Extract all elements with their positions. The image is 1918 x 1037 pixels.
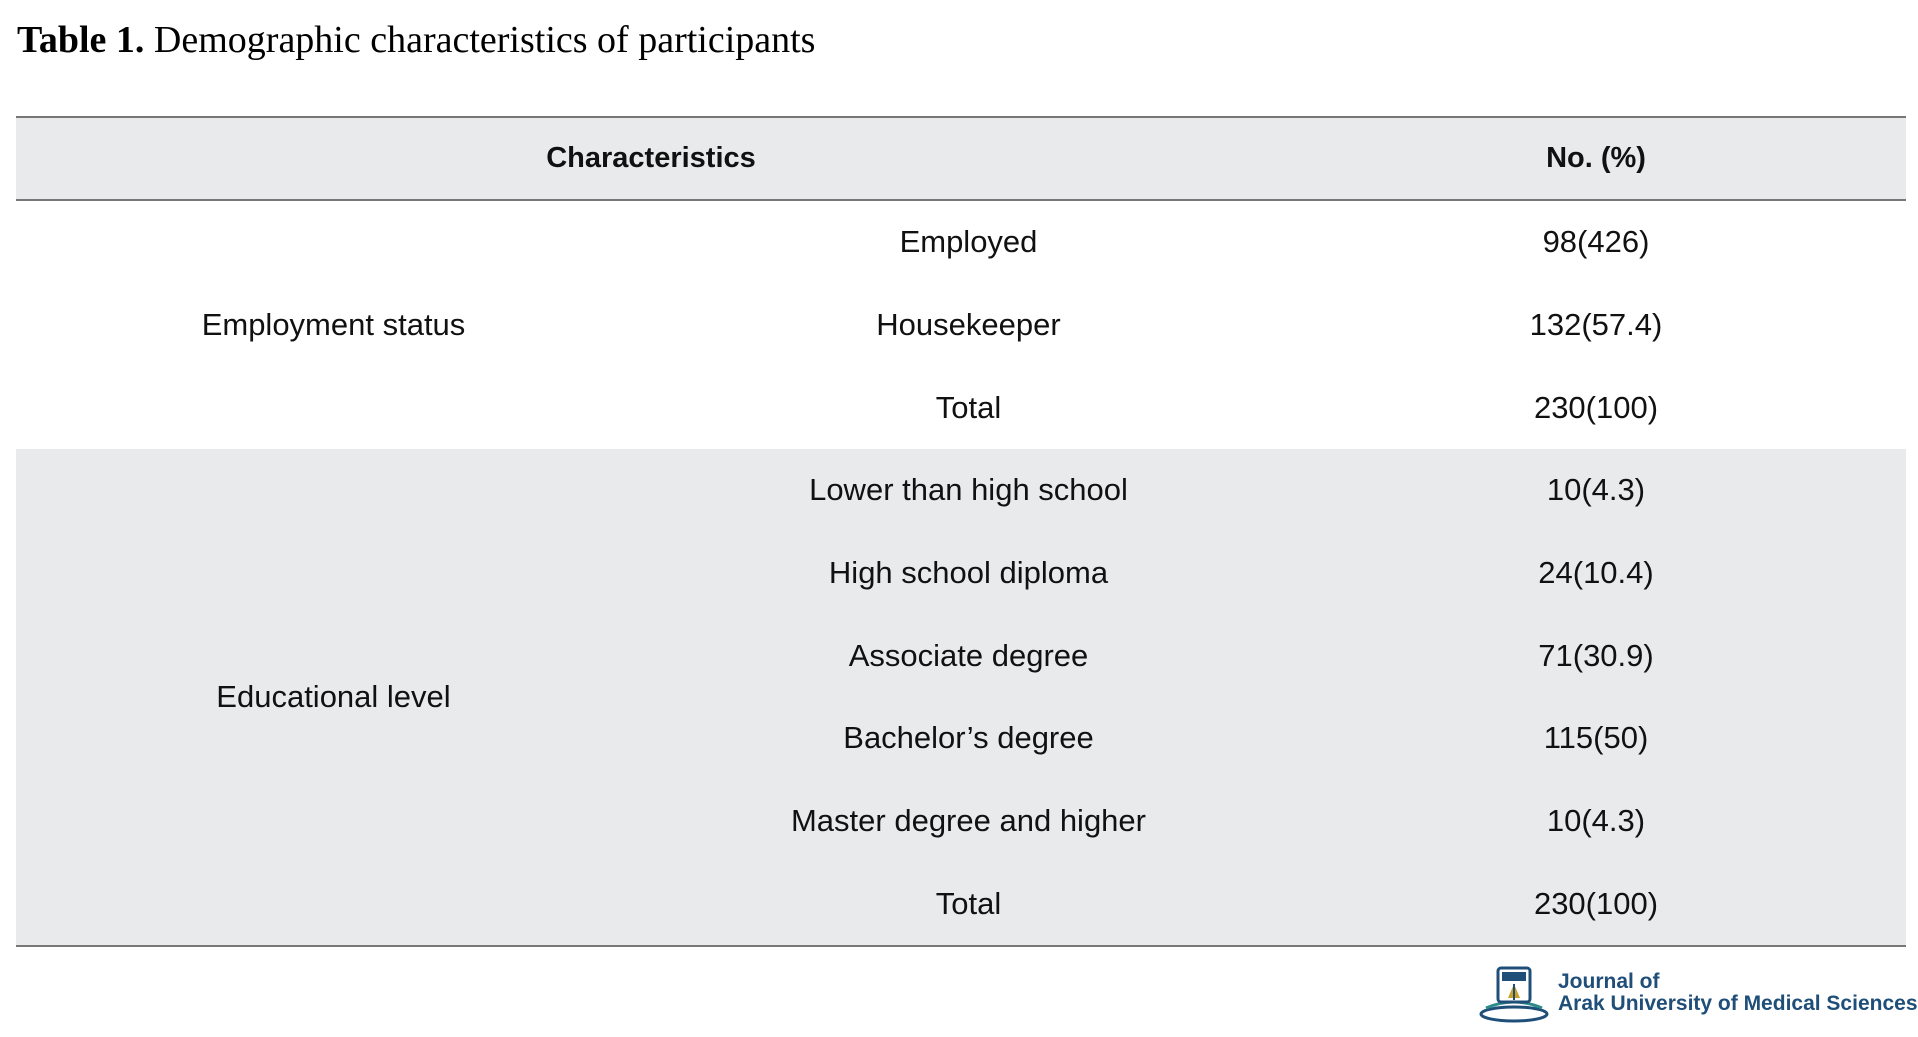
journal-logo (1478, 962, 1918, 1024)
table-row (651, 201, 1906, 284)
journal-emblem-icon (1478, 962, 1550, 1024)
row-value: 230(100) (1533, 389, 1659, 425)
header-count: No. (%) (1546, 142, 1646, 174)
demographics-table (16, 116, 1906, 947)
row-value: 230(100) (1533, 885, 1659, 921)
group-label: Educational level (216, 679, 451, 715)
group-employment-status (16, 201, 1906, 449)
table-caption (17, 18, 815, 62)
table-row (651, 697, 1906, 780)
group-educational-level (16, 449, 1906, 945)
row-name: Bachelor’s degree (843, 720, 1094, 756)
journal-name-line1: Journal of (1558, 970, 1660, 993)
row-name: Total (935, 389, 1002, 425)
table-row (651, 449, 1906, 532)
row-name: Lower than high school (809, 472, 1128, 508)
header-characteristics: Characteristics (546, 142, 756, 174)
table-row (651, 780, 1906, 863)
row-name: Total (935, 885, 1002, 921)
group-label: Employment status (201, 307, 466, 343)
row-value: 132(57.4) (1529, 307, 1663, 343)
row-value: 115(50) (1543, 720, 1649, 756)
table-row (651, 532, 1906, 615)
row-name: Housekeeper (876, 307, 1061, 343)
row-value: 10(4.3) (1546, 472, 1646, 508)
table-header (16, 118, 1906, 201)
caption-text: Demographic characteristics of participants (153, 19, 816, 61)
row-name: Master degree and higher (790, 803, 1146, 839)
journal-name (1558, 971, 1918, 1015)
table-row (651, 614, 1906, 697)
row-value: 98(426) (1542, 224, 1650, 260)
journal-name-line2: Arak University of Medical Sciences (1558, 992, 1918, 1015)
row-name: High school diploma (828, 555, 1109, 591)
table-row (651, 863, 1906, 946)
caption-label: Table 1. (17, 19, 145, 61)
row-name: Employed (899, 224, 1038, 260)
row-value: 10(4.3) (1546, 803, 1646, 839)
row-value: 24(10.4) (1538, 555, 1654, 591)
row-value: 71(30.9) (1538, 637, 1654, 673)
table-row (651, 284, 1906, 367)
row-name: Associate degree (848, 637, 1089, 673)
table-row (651, 366, 1906, 449)
